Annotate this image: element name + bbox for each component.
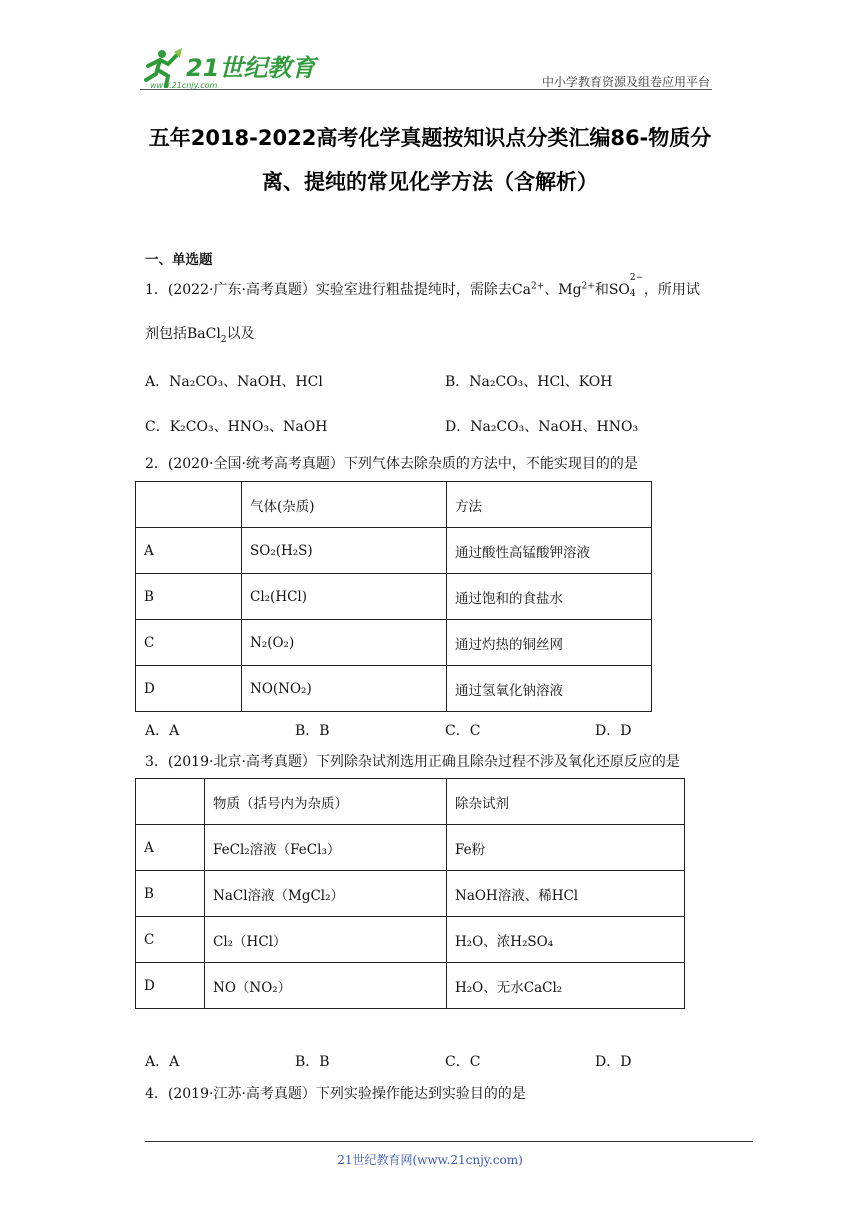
table-cell: B	[136, 871, 205, 917]
q1-option-a[interactable]: A．Na₂CO₃、NaOH、HCl	[145, 374, 323, 390]
table-cell: 物质（括号内为杂质）	[205, 779, 447, 825]
table-cell: 通过灼热的铜丝网	[447, 620, 652, 666]
q1-option-d[interactable]: D．Na₂CO₃、NaOH、HNO₃	[445, 419, 639, 435]
table-cell: 通过氢氧化钠溶液	[447, 666, 652, 712]
table-cell: 气体(杂质)	[242, 482, 447, 528]
table-row	[136, 963, 685, 1009]
table-cell: 方法	[447, 482, 652, 528]
table-row	[136, 871, 685, 917]
table-cell: 通过饱和的食盐水	[447, 574, 652, 620]
table-row	[136, 825, 685, 871]
table-cell: NO(NO₂)	[242, 666, 447, 712]
table-cell: D	[136, 666, 242, 712]
table-cell: A	[136, 825, 205, 871]
q2-option-a[interactable]: A．A	[145, 723, 180, 739]
table-cell: NaCl溶液（MgCl₂）	[205, 871, 447, 917]
table-header-row	[136, 482, 652, 528]
table-cell: C	[136, 620, 242, 666]
q2-table	[135, 481, 652, 712]
q2-stem: 2．(2020·全国·统考高考真题）下列气体去除杂质的方法中，不能实现目的的是	[145, 456, 638, 472]
table-cell: Cl₂（HCl）	[205, 917, 447, 963]
table-cell: FeCl₂溶液（FeCl₃）	[205, 825, 447, 871]
footer-divider	[145, 1141, 753, 1142]
q3-option-b[interactable]: B．B	[295, 1054, 330, 1070]
table-header-row	[136, 779, 685, 825]
table-cell: C	[136, 917, 205, 963]
table-cell	[136, 482, 242, 528]
doc-title-line2: 离、提纯的常见化学方法（含解析）	[262, 170, 598, 194]
table-cell: H₂O、无水CaCl₂	[447, 963, 685, 1009]
q3-table	[135, 778, 685, 1009]
table-cell: B	[136, 574, 242, 620]
doc-title-line1: 五年2018-2022高考化学真题按知识点分类汇编86-物质分	[148, 126, 712, 150]
logo-text: 21世纪教育	[186, 54, 316, 82]
table-cell: NO（NO₂）	[205, 963, 447, 1009]
table-cell: Fe粉	[447, 825, 685, 871]
q2-option-b[interactable]: B．B	[295, 723, 330, 739]
footer-link[interactable]: 21世纪教育网(www.21cnjy.com)	[337, 1153, 523, 1167]
site-logo	[140, 44, 320, 90]
q1-stem: 1．(2022·广东·高考真题）实验室进行粗盐提纯时，需除去$Ca^{2+}$、$Mg^{2+}$和SO 2− 4 ，所用试	[145, 273, 700, 299]
header-divider	[140, 89, 712, 90]
table-cell: 除杂试剂	[447, 779, 685, 825]
platform-name: 中小学教育资源及组卷应用平台	[541, 75, 710, 89]
table-cell	[136, 779, 205, 825]
table-cell: D	[136, 963, 205, 1009]
q4-stem: 4．(2019·江苏·高考真题）下列实验操作能达到实验目的的是	[145, 1086, 526, 1102]
table-cell: A	[136, 528, 242, 574]
table-row	[136, 917, 685, 963]
table-cell: H₂O、浓H₂SO₄	[447, 917, 685, 963]
table-row	[136, 574, 652, 620]
table-row	[136, 528, 652, 574]
runner-logo-icon	[140, 44, 320, 90]
q3-option-c[interactable]: C．C	[445, 1054, 481, 1070]
q1-option-b[interactable]: B．Na₂CO₃、HCl、KOH	[445, 374, 613, 390]
table-row	[136, 620, 652, 666]
table-row	[136, 666, 652, 712]
table-cell: SO₂(H₂S)	[242, 528, 447, 574]
table-cell: NaOH溶液、稀HCl	[447, 871, 685, 917]
q3-option-d[interactable]: D．D	[595, 1054, 632, 1070]
q3-stem: 3．(2019·北京·高考真题）下列除杂试剂选用正确且除杂过程不涉及氧化还原反应的是	[145, 754, 680, 770]
q3-option-a[interactable]: A．A	[145, 1054, 180, 1070]
table-cell: 通过酸性高锰酸钾溶液	[447, 528, 652, 574]
q2-option-d[interactable]: D．D	[595, 723, 632, 739]
table-cell: N₂(O₂)	[242, 620, 447, 666]
q1-option-c[interactable]: C．K₂CO₃、HNO₃、NaOH	[145, 419, 328, 435]
q2-option-c[interactable]: C．C	[445, 723, 481, 739]
table-cell: Cl₂(HCl)	[242, 574, 447, 620]
section-heading: 一、单选题	[145, 252, 213, 268]
q1-stem-line2: 剂包括BaCl$_2$以及	[145, 326, 255, 345]
logo-url: www.21cnjy.com	[150, 81, 218, 90]
